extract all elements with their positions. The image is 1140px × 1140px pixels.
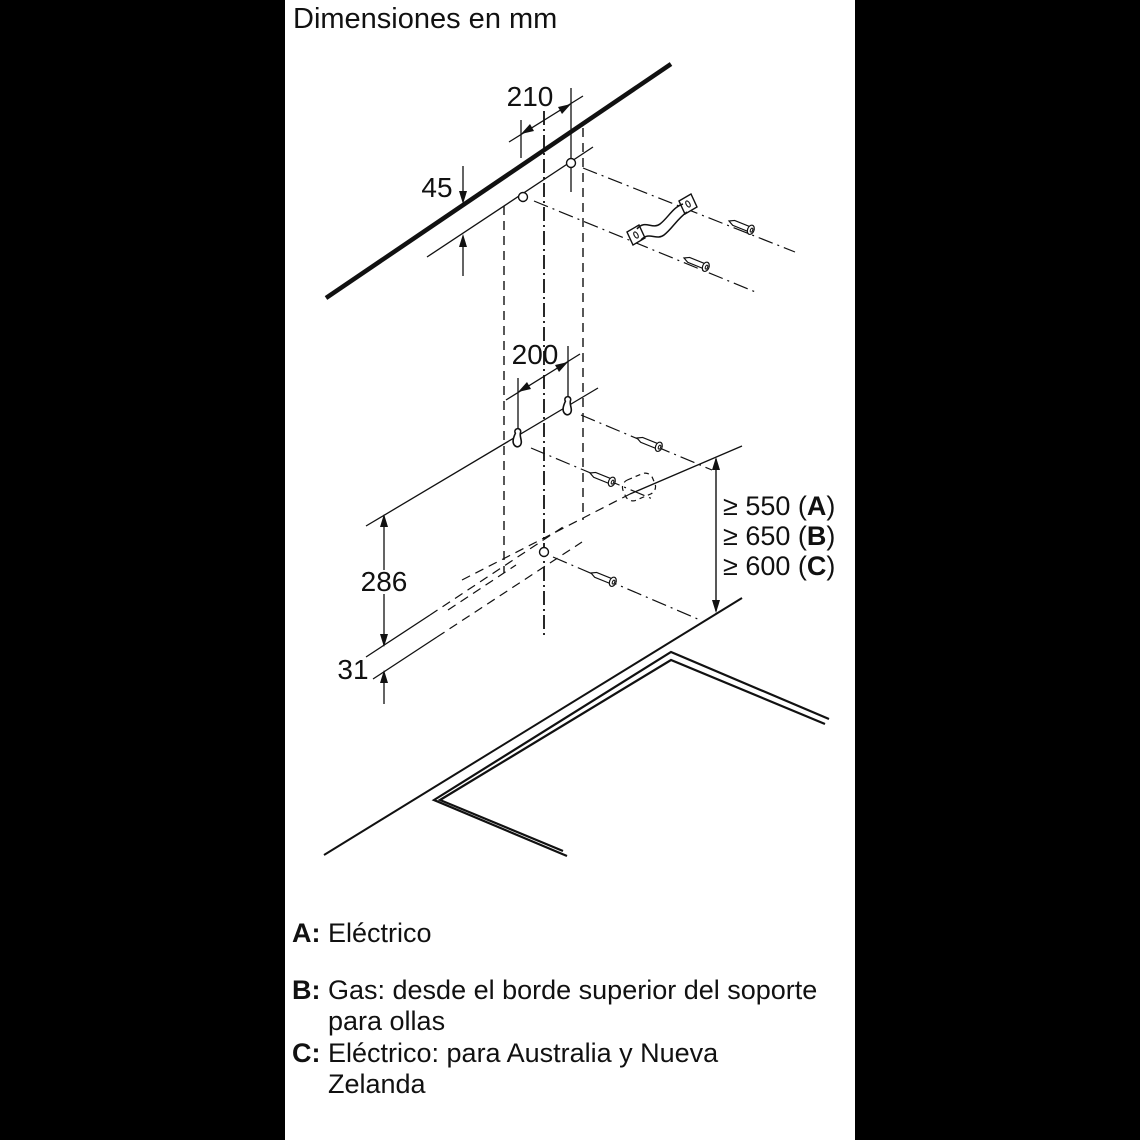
countertop-outline — [324, 598, 829, 856]
clearance-a-value: ≥ 550 ( — [723, 491, 807, 521]
screw-icon — [635, 434, 663, 453]
dim-210-label: 210 — [506, 81, 554, 112]
keyhole-slot-icon — [513, 429, 521, 447]
lower-center-hole — [540, 548, 549, 557]
clearance-dim-line — [712, 457, 720, 613]
screw-icon — [727, 217, 755, 236]
legend-a-text: Eléctrico — [328, 918, 432, 948]
screw-icon — [589, 569, 617, 588]
upper-screw-axis-lines — [534, 168, 795, 293]
clearance-labels — [723, 491, 835, 581]
clearance-a: ≥ 550 (A) — [723, 491, 836, 521]
page-title: Dimensiones en mm — [293, 3, 558, 35]
clearance-c-value: ≥ 600 ( — [723, 551, 807, 581]
keyhole-slot-icon — [563, 397, 571, 415]
chimney-bracket — [627, 194, 697, 245]
middle-screw-axis-lines — [531, 415, 712, 620]
clearance-c: ≥ 600 (C) — [723, 551, 836, 581]
dim-200-label: 200 — [511, 339, 559, 370]
clearance-a-letter: A — [806, 491, 827, 521]
legend-item-b — [292, 975, 817, 1037]
legend-b-text-line2: para ollas — [328, 1006, 446, 1036]
clearance-b-value: ≥ 650 ( — [723, 521, 807, 551]
dim-45-label: 45 — [421, 172, 453, 203]
clearance-c-letter: C — [806, 551, 827, 581]
dashed-template-outline — [620, 471, 658, 504]
dim-31-label: 31 — [337, 654, 369, 685]
dim-45 — [421, 166, 467, 276]
legend-c-text-line1: Eléctrico: para Australia y Nueva — [328, 1038, 719, 1068]
dim-31 — [337, 654, 388, 704]
legend-item-c — [292, 1038, 718, 1100]
dim-286 — [361, 514, 408, 647]
legend-c-text-line2: Zelanda — [328, 1069, 426, 1099]
screw-icon — [588, 469, 616, 488]
legend-b-text-line1: Gas: desde el borde superior del soporte — [328, 975, 818, 1005]
diagram-canvas — [285, 0, 855, 1140]
clearance-b-letter: B — [806, 521, 827, 551]
legend-b-label: B: — [292, 975, 321, 1005]
canopy-bottom-edges — [366, 527, 582, 679]
legend-a-label: A: — [292, 918, 321, 948]
dim-286-label: 286 — [360, 566, 408, 597]
wall-edge-line — [326, 64, 671, 298]
legend-item-a — [292, 918, 432, 949]
clearance-b: ≥ 650 (B) — [723, 521, 836, 551]
upper-mounting-holes — [519, 159, 576, 202]
legend-c-label: C: — [292, 1038, 321, 1068]
